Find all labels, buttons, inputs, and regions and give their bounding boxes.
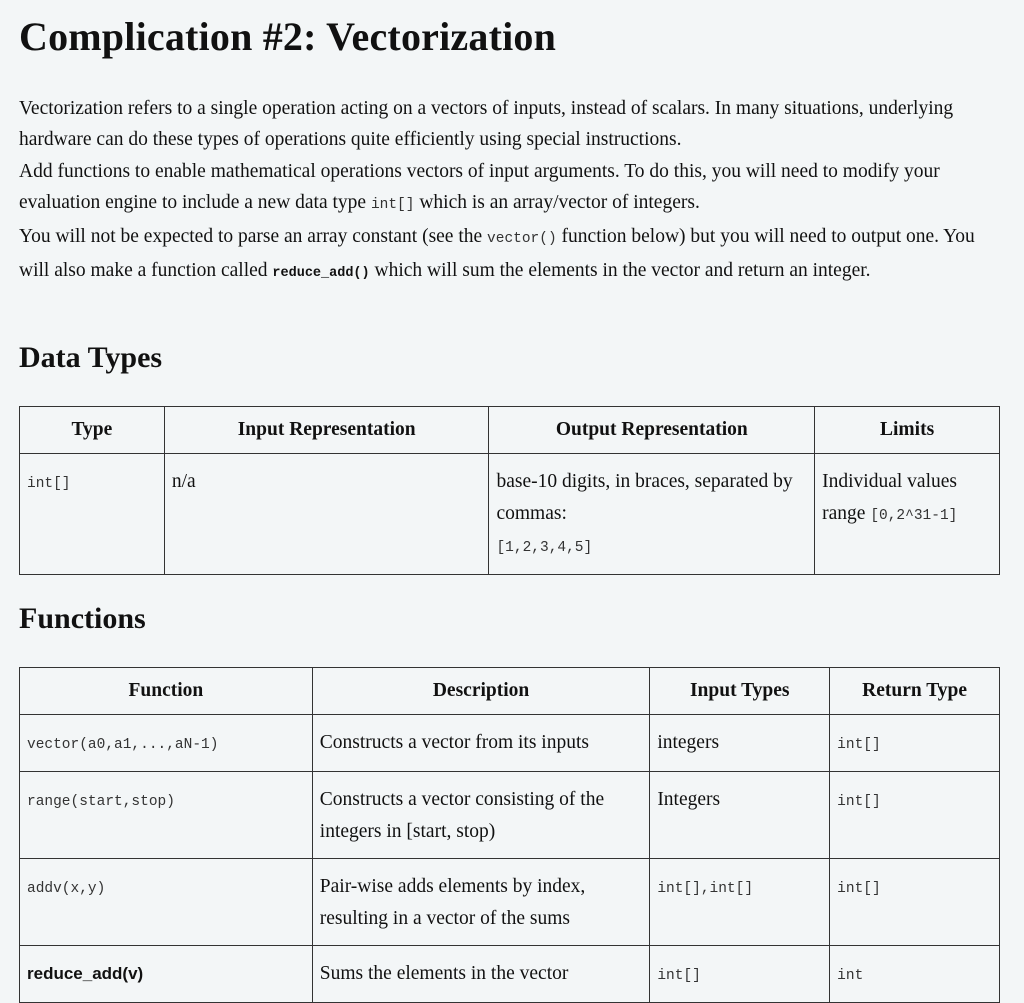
column-header: Input Representation [164, 407, 489, 454]
intro-p2-text-end: which is an array/vector of integers. [414, 191, 700, 213]
output-example: [1,2,3,4,5] [496, 540, 593, 556]
data-types-table [19, 406, 1000, 575]
input-types-cell: Integers [650, 772, 830, 859]
column-header: Description [312, 668, 650, 715]
input-types-cell [650, 946, 830, 1003]
return-type: int [837, 968, 864, 984]
table-row [20, 772, 1000, 859]
return-type-cell [830, 772, 1000, 859]
input-types-cell [650, 859, 830, 946]
return-type-cell [830, 715, 1000, 772]
return-type-cell [830, 946, 1000, 1003]
column-header: Type [20, 407, 165, 454]
intro-p3-code: vector() [487, 231, 557, 248]
functions-table [19, 667, 1000, 1003]
input-types: int[],int[] [657, 881, 754, 897]
limits-text: Individual values range [822, 471, 957, 524]
limits-range: [0,2^31-1] [870, 508, 958, 524]
intro-paragraph-3 [19, 221, 1000, 290]
table-row [20, 859, 1000, 946]
table-row [20, 946, 1000, 1003]
intro-p3-code-2: reduce_add() [272, 266, 370, 282]
intro-paragraph-2 [19, 156, 1000, 222]
data-types-heading: Data Types [19, 341, 163, 374]
column-header: Limits [815, 407, 1000, 454]
type-cell [20, 454, 165, 575]
description-cell: Constructs a vector consisting of the integers in [start, stop) [312, 772, 650, 859]
function-cell [20, 859, 313, 946]
table-row [20, 454, 1000, 575]
intro-p3-text: You will not be expected to parse an array constant (see the [19, 226, 488, 248]
intro-p2-code: int[] [370, 196, 415, 213]
function-cell [20, 772, 313, 859]
column-header: Output Representation [489, 407, 815, 454]
intro-p3-text-end: which will sum the elements in the vector and return an integer. [369, 260, 871, 282]
return-type-cell [830, 859, 1000, 946]
column-header: Function [20, 668, 313, 715]
table-row [20, 715, 1000, 772]
description-cell: Pair-wise adds elements by index, resulting in a vector of the sums [312, 859, 650, 946]
table-header-row [20, 668, 1000, 715]
input-cell: n/a [164, 454, 489, 575]
type-value: int[] [27, 476, 71, 492]
intro-paragraph-1: Vectorization refers to a single operation acting on a vectors of inputs, instead of scalars. In many situations, underlying hardware can do these types of operations quite efficiently using special instructions. [19, 98, 954, 151]
function-signature: reduce_add(v) [27, 964, 144, 983]
output-cell [489, 454, 815, 575]
intro-p3-text-mid: function below) but you will need to output one. You will also make a function called [19, 226, 975, 282]
return-type: int[] [837, 881, 881, 897]
function-signature: range(start,stop) [27, 794, 175, 810]
input-types-cell: integers [650, 715, 830, 772]
function-cell [20, 946, 313, 1003]
description-cell: Sums the elements in the vector [312, 946, 650, 1003]
intro-section [19, 93, 1000, 290]
column-header: Input Types [650, 668, 830, 715]
page-title: Complication #2: Vectorization [19, 14, 557, 59]
functions-heading: Functions [19, 602, 146, 635]
table-header-row [20, 407, 1000, 454]
description-cell: Constructs a vector from its inputs [312, 715, 650, 772]
intro-p2-text: Add functions to enable mathematical operations vectors of input arguments. To do this, you will need to modify your evaluation engine to include a new data type [19, 160, 940, 213]
input-types: int[] [657, 968, 701, 984]
function-cell [20, 715, 313, 772]
output-text: base-10 digits, in braces, separated by commas: [496, 471, 793, 524]
return-type: int[] [837, 794, 881, 810]
page [0, 0, 1024, 290]
limits-cell [815, 454, 1000, 575]
column-header: Return Type [830, 668, 1000, 715]
function-signature: addv(x,y) [27, 881, 106, 897]
function-signature: vector(a0,a1,...,aN-1) [27, 737, 219, 753]
return-type: int[] [837, 737, 881, 753]
